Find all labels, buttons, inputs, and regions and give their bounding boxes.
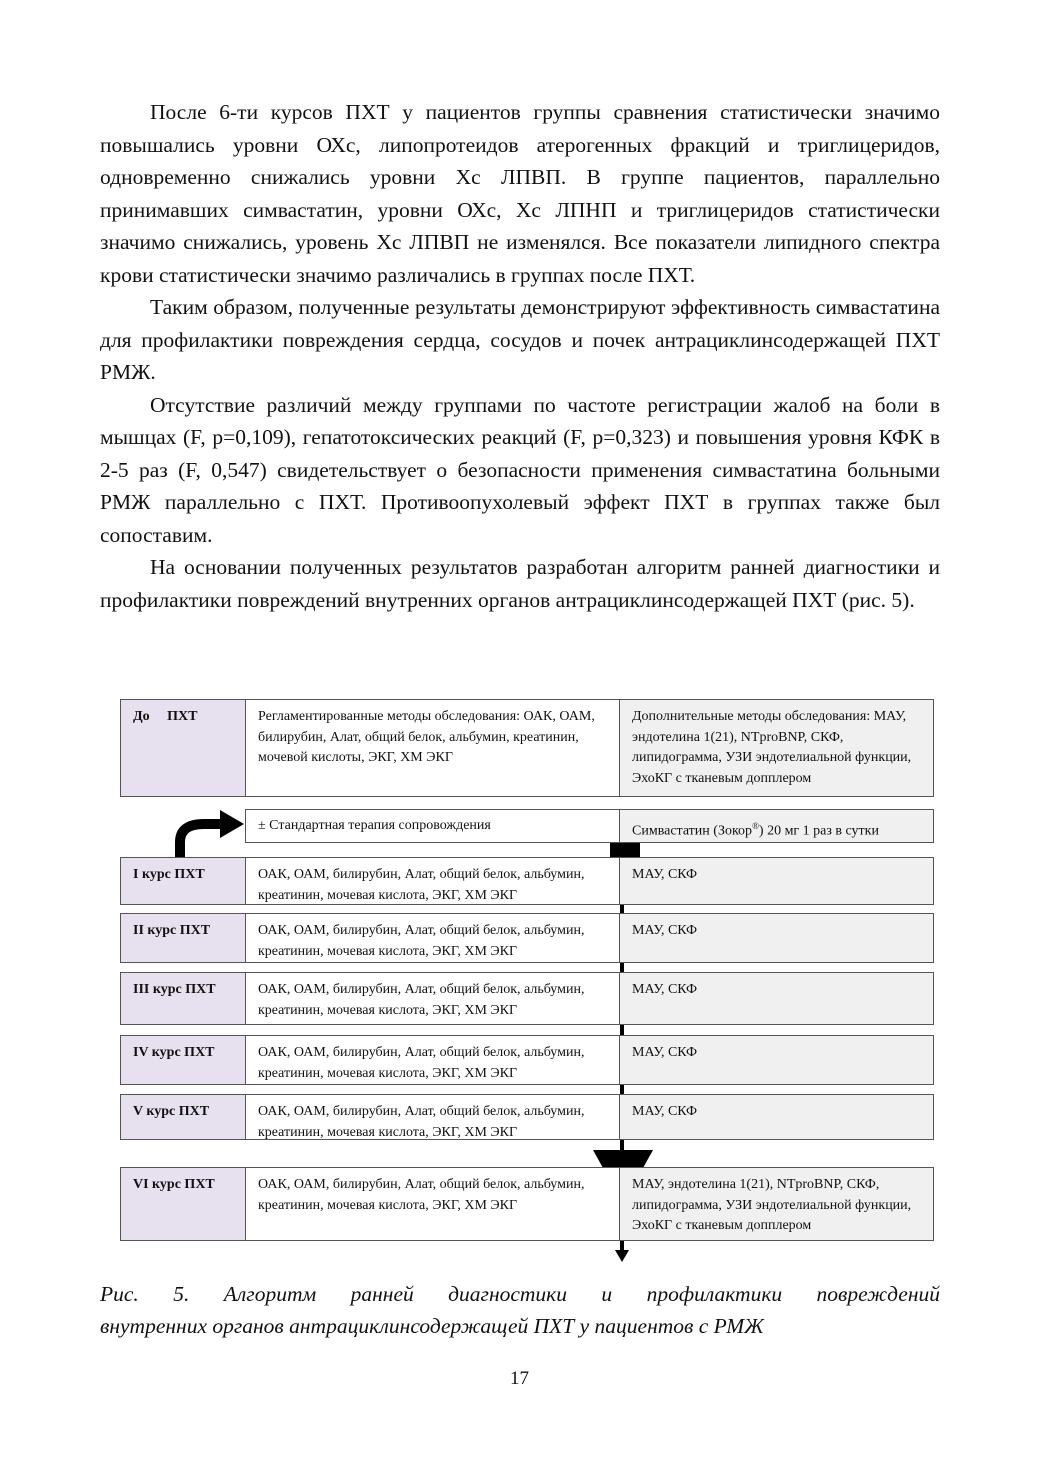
registered-mark: ® bbox=[752, 821, 759, 831]
course-row-2 bbox=[120, 913, 934, 963]
row-label: V курс ПХТ bbox=[121, 1095, 246, 1139]
connector-bar bbox=[610, 843, 640, 858]
row-label: IV курс ПХТ bbox=[121, 1036, 246, 1084]
down-arrow-icon bbox=[615, 1250, 629, 1262]
caption-line: Рис. 5. Алгоритм ранней диагностики и профилактики повреждений bbox=[100, 1282, 940, 1306]
paragraph: На основании полученных результатов разработан алгоритм ранней диагностики и профилактики повреждений внутренних органов антрациклинсодержащей ПХТ (рис. 5). bbox=[100, 555, 940, 612]
row-label: До ПХТ bbox=[121, 700, 246, 796]
standard-methods: ОАК, ОАМ, билирубин, Алат, общий белок, альбумин, креатинин, мочевая кислота, ЭКГ, ХМ ЭКГ bbox=[246, 1036, 620, 1084]
paragraph: Отсутствие различий между группами по частоте регистрации жалоб на боли в мышцах (F, p=0,109), гепатотоксических реакций (F, p=0,323) и повышения уровня КФК в 2-5 раз (F, 0,547) свидетельствует о безопасности применения симвастатина больными РМЖ параллельно с ПХТ. Противоопухолевый эффект ПХТ в группах также был сопоставим. bbox=[100, 392, 940, 547]
paragraph: Таким образом, полученные результаты демонстрируют эффективность симвастатина для профилактики повреждения сердца, сосудов и почек антрациклинсодержащей ПХТ РМЖ. bbox=[100, 295, 940, 384]
additional-methods: Дополнительные методы обследования: МАУ, эндотелина 1(21), NTproBNP, СКФ, липидограмма, УЗИ эндотелиальной функции, ЭхоКГ с тканевым допплером bbox=[620, 700, 933, 796]
connector-bar bbox=[620, 1025, 624, 1035]
standard-methods: ОАК, ОАМ, билирубин, Алат, общий белок, альбумин, креатинин, мочевая кислота, ЭКГ, ХМ ЭКГ bbox=[246, 914, 620, 962]
course-row-6 bbox=[120, 1167, 934, 1241]
standard-therapy: ± Стандартная терапия сопровождения bbox=[246, 810, 620, 842]
row-label: I курс ПХТ bbox=[121, 858, 246, 904]
page-number: 17 bbox=[510, 1368, 529, 1389]
curved-arrow-icon bbox=[170, 808, 250, 860]
row-label: III курс ПХТ bbox=[121, 973, 246, 1024]
standard-methods: ОАК, ОАМ, билирубин, Алат, общий белок, альбумин, креатинин, мочевая кислота, ЭКГ, ХМ ЭКГ bbox=[246, 973, 620, 1024]
course-row-1 bbox=[120, 857, 934, 905]
figure-caption bbox=[100, 1278, 940, 1342]
row-label: VI курс ПХТ bbox=[121, 1168, 246, 1240]
simvastatin-therapy bbox=[620, 810, 933, 842]
standard-methods: ОАК, ОАМ, билирубин, Алат, общий белок, альбумин, креатинин, мочевая кислота, ЭКГ, ХМ ЭКГ bbox=[246, 858, 620, 904]
additional-methods: МАУ, СКФ bbox=[620, 973, 933, 1024]
before-pct-row bbox=[120, 699, 934, 797]
course-row-5 bbox=[120, 1094, 934, 1140]
simvastatin-label: Симвастатин (Зокор bbox=[632, 823, 753, 839]
standard-methods: ОАК, ОАМ, билирубин, Алат, общий белок, альбумин, креатинин, мочевая кислота, ЭКГ, ХМ ЭКГ bbox=[246, 1095, 620, 1139]
additional-methods: МАУ, СКФ bbox=[620, 1036, 933, 1084]
course-row-3 bbox=[120, 972, 934, 1025]
paragraph: После 6-ти курсов ПХТ у пациентов группы сравнения статистически значимо повышались уровни ОХс, липопротеидов атерогенных фракций и триглицеридов, одновременно снижались уровни Хс ЛПВП. В группе пациентов, параллельно принимавших симвастатин, уровни ОХс, Хс ЛПНП и триглицеридов статистически значимо снижались, уровень Хс ЛПВП не изменялся. Все показатели липидного спектра крови статистически значимо различались в группах после ПХТ. bbox=[100, 100, 940, 287]
additional-methods: МАУ, эндотелина 1(21), NTproBNP, СКФ, липидограмма, УЗИ эндотелиальной функции, ЭхоКГ с тканевым допплером bbox=[620, 1168, 933, 1240]
additional-methods: МАУ, СКФ bbox=[620, 858, 933, 904]
standard-methods: ОАК, ОАМ, билирубин, Алат, общий белок, альбумин, креатинин, мочевая кислота, ЭКГ, ХМ ЭКГ bbox=[246, 1168, 620, 1240]
standard-methods: Регламентированные методы обследования: ОАК, ОАМ, билирубин, Алат, общий белок, альбумин, креатинин, мочевой кислоты, ЭКГ, ХМ ЭКГ bbox=[246, 700, 620, 796]
simvastatin-dose: ) 20 мг 1 раз в сутки bbox=[758, 823, 879, 839]
row-label: II курс ПХТ bbox=[121, 914, 246, 962]
caption-line: внутренних органов антрациклинсодержащей ПХТ у пациентов с РМЖ bbox=[100, 1314, 764, 1338]
standard-therapy-row bbox=[245, 809, 934, 843]
course-row-4 bbox=[120, 1035, 934, 1085]
additional-methods: МАУ, СКФ bbox=[620, 914, 933, 962]
additional-methods: МАУ, СКФ bbox=[620, 1095, 933, 1139]
